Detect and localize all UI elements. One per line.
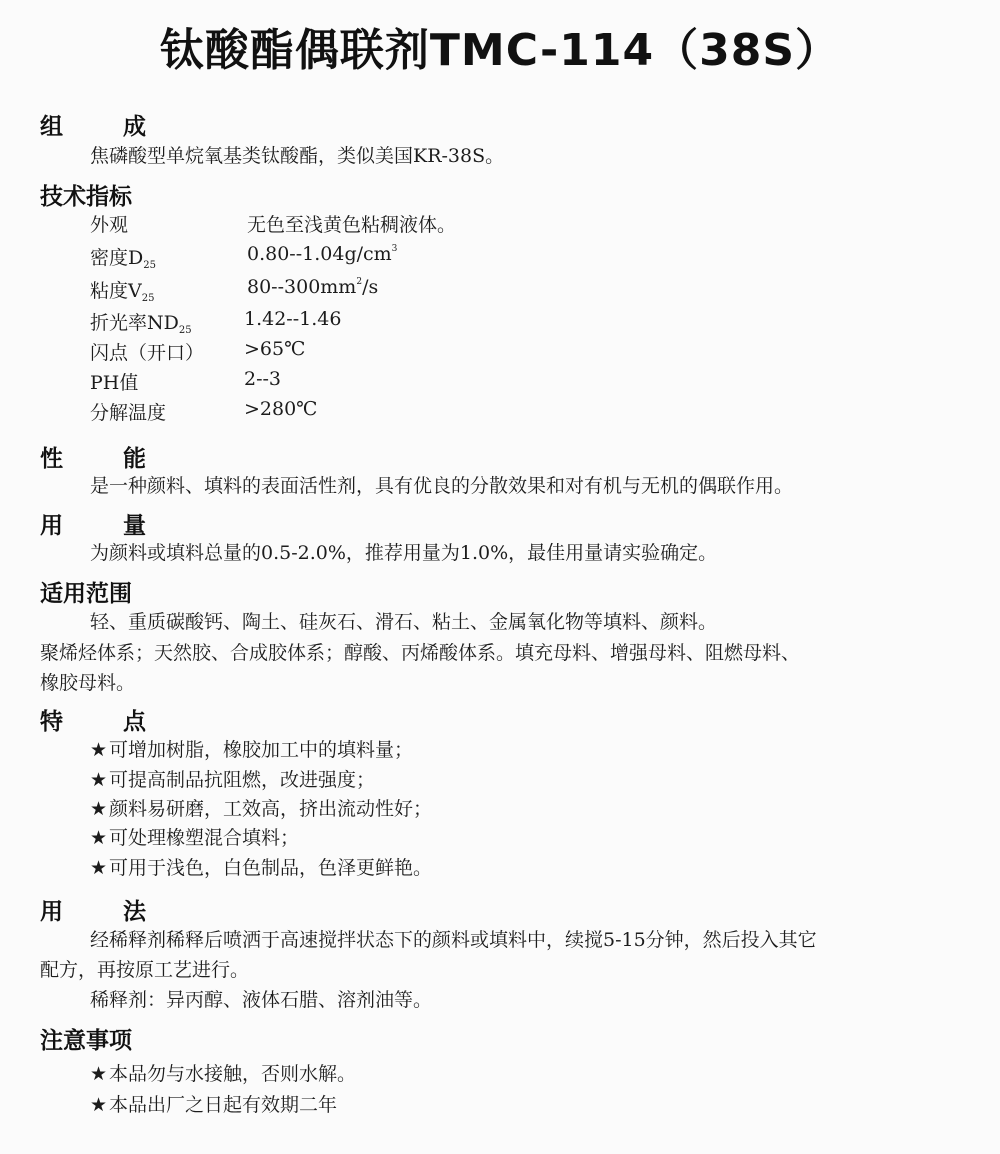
spec-label-ph: PH值: [90, 372, 139, 394]
heading-performance: 性 能: [40, 446, 173, 472]
usage-line-1: 经稀释剂稀释后喷洒于高速搅拌状态下的颜料或填料中，续搅5-15分钟，然后投入其它: [90, 929, 817, 951]
usage-line-3: 稀释剂：异丙醇、液体石腊、溶剂油等。: [90, 989, 433, 1011]
usage-line-2: 配方，再按原工艺进行。: [40, 959, 250, 981]
star-icon: ★: [90, 769, 108, 791]
heading-dosage: 用 量: [40, 513, 173, 539]
feature-item: ★ 可提高制品抗阻燃，改进强度；: [90, 769, 376, 791]
heading-specs: 技术指标: [40, 184, 132, 210]
note-item: ★ 本品出厂之日起有效期二年: [90, 1094, 338, 1116]
star-icon: ★: [90, 739, 108, 761]
performance-text: 是一种颜料、填料的表面活性剂，具有优良的分散效果和对有机与无机的偶联作用。: [90, 475, 794, 497]
dosage-text: 为颜料或填料总量的0.5-2.0%，推荐用量为1.0%，最佳用量请实验确定。: [90, 542, 718, 564]
spec-label-flash-point: 闪点（开口）: [90, 342, 205, 364]
spec-value-appearance: 无色至浅黄色粘稠液体。: [247, 214, 457, 236]
spec-value-viscosity: $80--300mm^2/s$: [247, 276, 379, 298]
feature-item: ★ 可增加树脂，橡胶加工中的填料量；: [90, 739, 414, 761]
feature-item: ★ 可用于浅色，白色制品，色泽更鲜艳。: [90, 857, 433, 879]
applications-line-1: 轻、重质碳酸钙、陶土、硅灰石、滑石、粘土、金属氧化物等填料、颜料。: [90, 611, 718, 633]
feature-item: ★ 可处理橡塑混合填料；: [90, 827, 300, 849]
heading-notes: 注意事项: [40, 1028, 132, 1054]
star-icon: ★: [90, 1094, 108, 1116]
star-icon: ★: [90, 798, 108, 820]
spec-value-decomposition-temp: >280℃: [244, 398, 318, 420]
spec-label-appearance: 外观: [90, 214, 129, 236]
spec-value-ph: 2--3: [244, 368, 282, 390]
spec-value-density: $0.80--1.04g/cm^3$: [247, 243, 398, 265]
spec-label-density: 密度$D_{25}$: [90, 247, 156, 271]
document-title: 钛酸酯偶联剂TMC-114（38S）: [159, 25, 841, 76]
spec-label-refractive-index: 折光率$ND_{25}$: [90, 312, 192, 336]
heading-applications: 适用范围: [40, 581, 132, 607]
heading-composition: 组 成: [40, 114, 173, 140]
composition-text: 焦磷酸型单烷氧基类钛酸酯，类似美国KR-38S。: [90, 145, 505, 167]
feature-item: ★ 颜料易研磨，工效高，挤出流动性好；: [90, 798, 433, 820]
spec-label-viscosity: 粘度$V_{25}$: [90, 280, 155, 304]
spec-value-refractive-index: 1.42--1.46: [244, 308, 342, 330]
heading-usage: 用 法: [40, 899, 173, 925]
star-icon: ★: [90, 1063, 108, 1085]
star-icon: ★: [90, 827, 108, 849]
heading-features: 特 点: [40, 709, 173, 735]
spec-label-decomposition-temp: 分解温度: [90, 402, 167, 424]
applications-line-2: 聚烯烃体系；天然胶、合成胶体系；醇酸、丙烯酸体系。填充母料、增强母料、阻燃母料、: [40, 642, 801, 664]
note-item: ★ 本品勿与水接触，否则水解。: [90, 1063, 357, 1085]
applications-line-3: 橡胶母料。: [40, 672, 136, 694]
spec-value-flash-point: >65℃: [244, 338, 306, 360]
star-icon: ★: [90, 857, 108, 879]
